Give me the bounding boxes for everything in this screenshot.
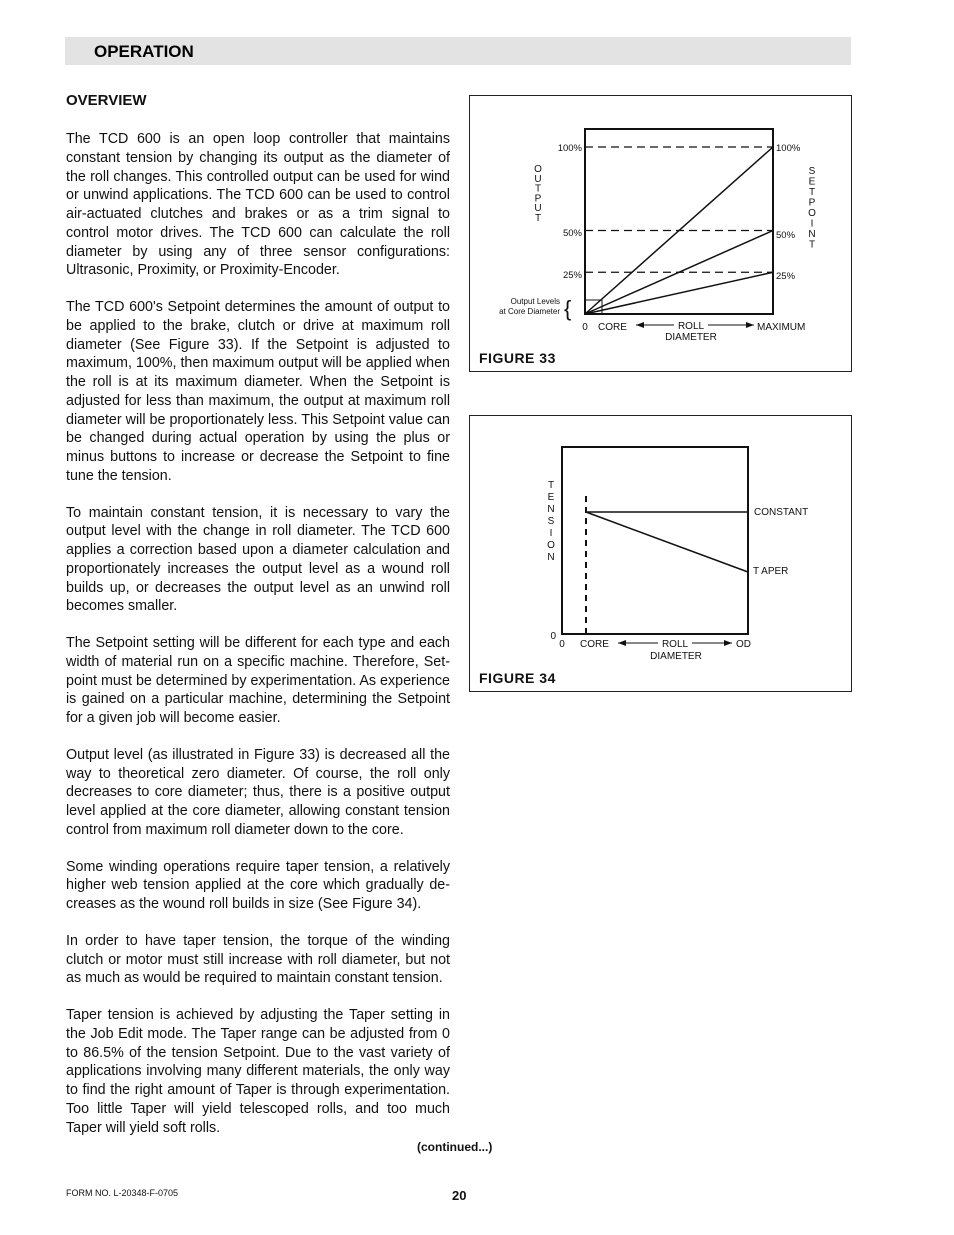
f34-taper-label: T APER [753,566,789,577]
f34-y-zero: 0 [550,631,556,642]
f33-right-tick-50: 50% [776,230,796,241]
f33-setpoint-line-2 [585,272,773,314]
f33-right-tick-25: 25% [776,271,796,282]
f33-right-tick-100: 100% [776,143,801,154]
f34-x-arrow-left-head [618,640,626,646]
paragraph-taper-setting: Taper tension is achieved by adjusting the Taper setting in the Job Edit mode. The Taper range can be adjusted from 0 to 86.5% of the tension Setpoint. Due to the vast variety of applications involving many different materials, the only way to find the right amount of Taper is through experimentation. Too little Taper will yield telescoped rolls, and too much Taper will yield soft rolls. [66,1007,450,1136]
paragraph-taper-torque: In order to have taper tension, the torque of the winding clutch or motor must still increase with roll diameter, but not as much as would be required to maintain constant tension. [66,932,450,987]
paragraph-setpoint-setting: The Setpoint setting will be different for each type and each width of material run on a specific machine. Therefore, Set-point must be determined by experimentation. As experience is gained on a particular machine, determining the Setpoint for a given job will become easier. [66,635,450,726]
f34-tension-letter-5: O [547,540,555,551]
f34-tension-letter-4: I [549,528,553,539]
figure-34-caption: FIGURE 34 [479,670,556,686]
f34-constant-label: CONSTANT [754,507,809,518]
section-title: OPERATION [94,42,194,61]
f34-x-core: CORE [580,639,609,650]
f33-left-axis-label [534,164,542,224]
f34-taper-line [586,512,748,572]
f33-x-arrow-right-head [746,322,754,328]
form-number: FORM NO. L-20348-F-0705 [66,1188,179,1198]
figure-33-level-dashes [585,147,773,272]
f34-tension-letter-6: N [547,552,555,563]
f33-core-note-line1: Output Levels [510,297,560,306]
f33-right-axis-label [808,166,816,251]
f33-output-letter-0: O [534,164,542,175]
f34-tension-letter-0: T [547,480,555,491]
f33-core-note-brace: { [564,296,572,321]
paragraph-output-level: Output level (as illustrated in Figure 33) is decreased all the way to theoretical zero diameter. Of course, the roll only decreases to core diameter; thus, there is a positive output level applied at the core diameter, allowing constant tension control from maximum roll diameter down to the core. [66,746,450,838]
paragraph-constant-tension: To maintain constant tension, it is necessary to vary the output level with the change in roll diameter. The TCD 600 applies a correction based upon a diameter calculation and proportionately increases the output level as a wound roll builds up, or decreases the output level as an unwind roll becomes smaller. [66,504,450,615]
f33-setpoint-letter-5: I [810,218,814,230]
figure-34-plot-frame [562,447,748,634]
f33-x-core: CORE [598,322,627,333]
f33-left-tick-50: 50% [562,228,582,239]
f33-x-zero: 0 [582,322,588,333]
continued-note: (continued...) [417,1140,493,1154]
f34-y-axis-label [547,480,555,563]
f33-setpoint-letter-1: E [808,176,816,188]
f33-output-letter-2: T [534,183,542,195]
f33-left-tick-25: 25% [562,270,582,281]
body-text-column [66,130,450,1155]
f34-tension-letter-1: E [547,492,555,503]
f33-output-letter-3: P [534,193,542,205]
f33-x-diameter: DIAMETER [665,332,717,343]
f33-setpoint-letter-2: T [808,187,816,198]
figure-33-caption: FIGURE 33 [479,350,556,366]
overview-heading: OVERVIEW [66,92,147,109]
f33-x-arrow-left-head [636,322,644,328]
page-number: 20 [452,1188,467,1203]
f34-x-diameter: DIAMETER [650,651,702,662]
f33-x-roll: ROLL [677,321,705,332]
figure-33-diagram [470,96,851,371]
f33-setpoint-letter-7: T [808,239,816,251]
f34-tension-letter-3: S [547,516,555,527]
paragraph-setpoint: The TCD 600's Setpoint determines the amount of output to be applied to the brake, clutch or drive at maximum roll diameter (See Figure 33). If the Setpoint is adjusted to maximum, 100%, then maximum output will be applied when the roll is at its maximum diameter. When the Setpoint is adjusted for less than maximum, the output at maximum roll diameter will be proportionately less. This Setpoint value can be changed during actual operation by using the plus or minus buttons to increase or decrease the Setpoint to fine tune the tension. [66,299,450,484]
f34-x-zero: 0 [559,639,565,650]
f33-left-tick-100: 100% [557,143,582,154]
figure-33 [469,95,852,372]
f33-setpoint-letter-4: O [808,208,816,219]
figure-33-plot-frame [585,129,773,314]
f33-x-maximum: MAXIMUM [757,322,806,333]
f33-setpoint-letter-0: S [808,166,816,177]
f33-output-letter-5: T [534,213,542,224]
f33-setpoint-letter-3: P [808,197,816,209]
figure-34 [469,415,852,692]
paragraph-intro: The TCD 600 is an open loop controller that maintains constant tension by changing its output as the diameter of the roll changes. This controlled output can be used for wind or unwind applications. The TCD 600 can be used to control air-actuated clutches and brakes or as a trim signal to control motor drives. The TCD 600 can calculate the roll diameter by using any of three sensor configurations: Ultrasonic, Proximity, or Proximity-Encoder. [66,131,450,279]
f33-output-letter-1: U [534,173,542,185]
paragraph-taper-intro: Some winding operations require taper tension, a relatively higher web tension applied at the core which gradually de-creases as the wound roll builds in size (See Figure 34). [66,858,450,912]
f34-x-od: OD [736,639,751,650]
section-header-bar [65,37,851,65]
figure-34-diagram [470,416,851,691]
f33-output-letter-4: U [534,203,542,215]
f33-core-note-line2: at Core Diameter [499,307,560,316]
f33-setpoint-letter-6: N [808,229,816,240]
f34-x-roll: ROLL [661,639,689,650]
f34-x-arrow-right-head [724,640,732,646]
f34-tension-letter-2: N [547,504,555,515]
